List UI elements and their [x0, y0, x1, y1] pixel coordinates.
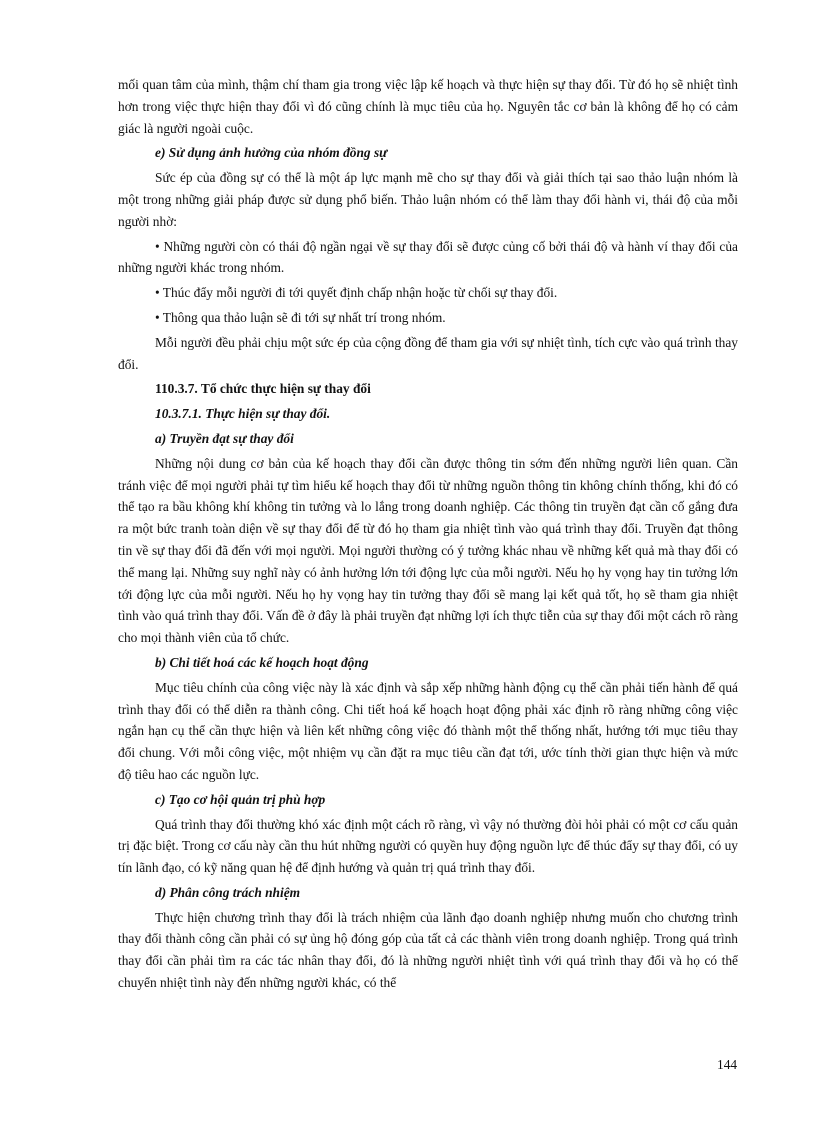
section-c-heading: c) Tạo cơ hội quản trị phù hợp [155, 791, 326, 807]
subsection-heading: 10.3.7.1. Thực hiện sự thay đổi. [155, 406, 331, 422]
section-b-heading: b) Chi tiết hoá các kế hoạch hoạt động [155, 654, 369, 670]
section-c-paragraph: Quá trình thay đổi thường khó xác định một cách rõ ràng, vì vậy nó thường đòi hỏi phải có một cơ cấu quản trị đặc biệt. Trong cơ cấu này cần thu hút những người có quyền huy động nguồn lực để thúc đẩy sự thay đổi, có uy tín lãnh đạo, có kỹ năng quan hệ để định hướng và quản trị quá trình thay đổi. [118, 816, 738, 876]
bullet-item: • Thông qua thảo luận sẽ đi tới sự nhất trí trong nhóm. [155, 309, 446, 325]
section-d-paragraph: Thực hiện chương trình thay đổi là trách nhiệm của lãnh đạo doanh nghiệp nhưng muốn cho chương trình thay đổi thành công cần phải có sự ủng hộ đóng góp của tất cả các thành viên trong doanh nghiệp. Trong quá trình thay đổi cần phải tìm ra các tác nhân thay đổi, đó là những người nhiệt tình với quá trình thay đổi và họ có thể chuyển nhiệt tình này đến những người khác, có thể [118, 909, 738, 991]
page-body [118, 74, 738, 994]
section-e-closing-paragraph: Mỗi người đều phải chịu một sức ép của cộng đồng để tham gia với sự nhiệt tình, tích cực vào quá trình thay đổi. [118, 334, 738, 372]
section-a-heading: a) Truyền đạt sự thay đổi [155, 430, 294, 446]
section-heading: 110.3.7. Tổ chức thực hiện sự thay đổi [155, 381, 371, 397]
bullet-item: • Những người còn có thái độ ngần ngại về sự thay đổi sẽ được củng cố bởi thái độ và hành ví thay đổi của những người khác trong nhóm. [118, 238, 738, 276]
bullet-item: • Thúc đẩy mỗi người đi tới quyết định chấp nhận hoặc từ chối sự thay đổi. [155, 285, 558, 301]
section-a-paragraph: Những nội dung cơ bản của kế hoạch thay đổi cần được thông tin sớm đến những người liên quan. Cần tránh việc để mọi người phải tự tìm hiểu kế hoạch thay đổi từ những nguồn thông tin không chính thống, khi đó có thể tạo ra bầu không khí không tin tưởng và lo lắng trong doanh nghiệp. Các thông tin truyền đạt cần cố gắng đưa ra một bức tranh toàn diện về sự thay đổi để từ đó họ tham gia nhiệt tình vào quá trình thay đổi. Truyền đạt thông tin về sự thay đổi đã đến với mọi người. Mọi người thường có ý tưởng khác nhau về những kết quả mà thay đổi có thể mang lại. Những suy nghĩ này có ảnh hưởng lớn tới động lực của mỗi người. Nếu họ hy vọng hay tin tưởng lớn tới động lực của mỗi người. Nếu họ hy vọng hay tin tưởng thay đổi sẽ mang lại kết quả tốt, họ sẽ tham gia nhiệt tình vào quá trình thay đổi. Vấn đề ở đây là phải truyền đạt những lợi ích thực tiễn của sự thay đổi một cách rõ ràng cho mọi thành viên của tổ chức. [118, 455, 738, 646]
section-e-heading: e) Sử dụng ảnh hưởng của nhóm đồng sự [155, 145, 388, 161]
continuation-paragraph: mối quan tâm của mình, thậm chí tham gia trong việc lập kế hoạch và thực hiện sự thay đổi. Từ đó họ sẽ nhiệt tình hơn trong việc thực hiện thay đổi vì đó cũng chính là mục tiêu của họ. Nguyên tắc cơ bản là không để họ có cảm giác là người ngoài cuộc. [118, 77, 738, 136]
section-b-paragraph: Mục tiêu chính của công việc này là xác định và sắp xếp những hành động cụ thể cần phải tiến hành để quá trình thay đổi có thể diễn ra thành công. Chi tiết hoá kế hoạch hoạt động phải xác định rõ ràng những công việc ngắn hạn cụ thể cần thực hiện và liên kết những công việc đó thành một thể thống nhất, hướng tới mục tiêu thay đổi chung. Với mỗi công việc, một nhiệm vụ cần đặt ra mục tiêu cần đạt tới, ước tính thời gian thực hiện và mức độ tiêu hao các nguồn lực. [118, 679, 738, 782]
section-d-heading: d) Phân công trách nhiệm [155, 884, 301, 900]
page-number: 144 [717, 1057, 738, 1072]
section-e-paragraph: Sức ép của đồng sự có thể là một áp lực mạnh mẽ cho sự thay đổi và giải thích tại sao thảo luận nhóm là một trong những giải pháp được sử dụng phổ biến. Thảo luận nhóm có thể làm thay đổi hành vi, thái độ của mỗi người nhờ: [118, 170, 738, 229]
